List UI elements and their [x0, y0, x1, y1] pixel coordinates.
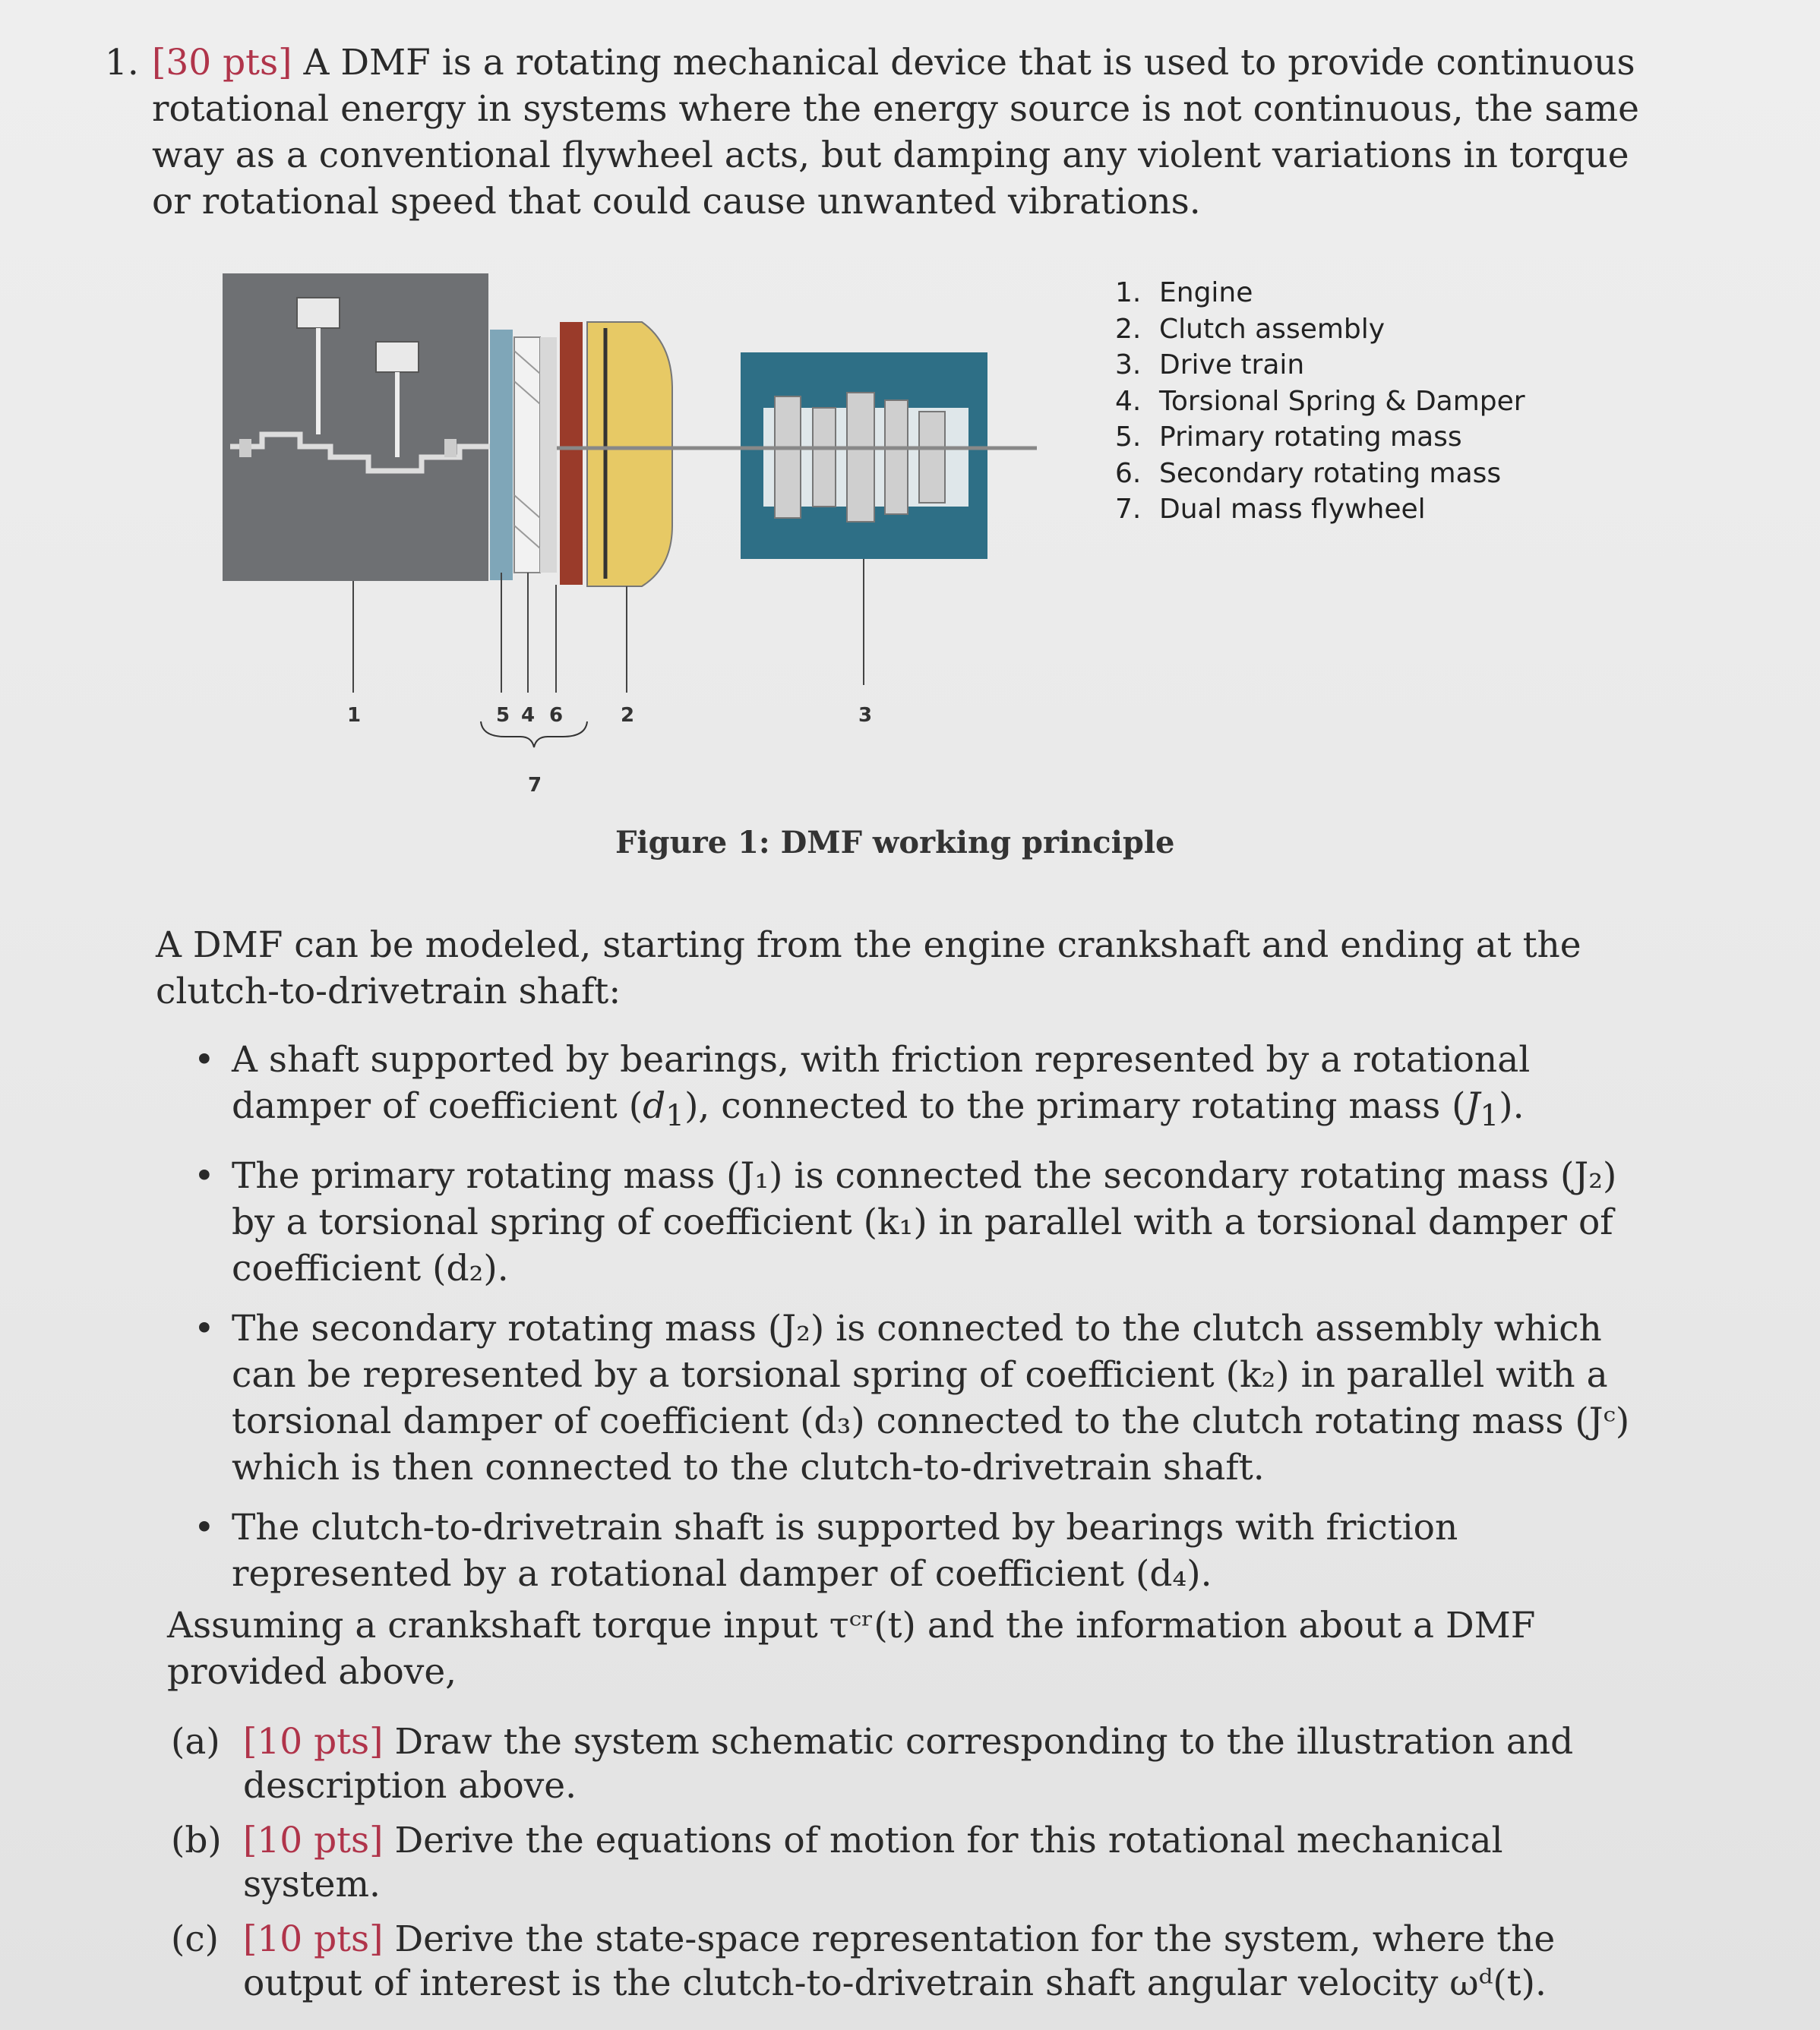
callout-6: 6	[549, 704, 564, 727]
problem-number: 1.	[105, 42, 139, 84]
secondary-mass	[560, 322, 583, 585]
problem-intro-text: A DMF is a rotating mechanical device that is used to provide continuous rotational energy in systems where the energy source is not continuous, the same way as a conventional flywheel acts, but damping any violent variations in torque or rotational speed that could cause unwanted vibrations.	[152, 42, 1639, 223]
part-a: (a) [10 pts] Draw the system schematic corresponding to the illustration and description above.	[171, 1721, 1574, 1807]
bullet-dot: •	[194, 1155, 215, 1198]
legend-item: 1. Engine	[1115, 277, 1253, 308]
callout-5: 5	[496, 704, 510, 727]
model-bullet-list	[194, 1037, 1637, 1611]
bullet-dot: •	[194, 1308, 215, 1350]
list-item: • The secondary rotating mass (J₂) is connected to the clutch assembly which can be represented by a torsional spring of coefficient (k₂) in parallel with a torsional damper of coefficient (d₃) connected to the clutch rotating mass (Jᶜ) which is then connected to the clutch-to-drivetrain shaft.	[194, 1305, 1637, 1491]
legend-item: 2. Clutch assembly	[1115, 313, 1386, 345]
list-item: • A shaft supported by bearings, with friction represented by a rotational damper of coefficient $(d_1)$, connected to the primary rotating mass $(J_1)$.	[194, 1037, 1637, 1139]
assumption-paragraph: Assuming a crankshaft torque input τᶜʳ(t) and the information about a DMF provided above,	[167, 1605, 1536, 1693]
list-item: • The clutch-to-drivetrain shaft is supported by bearings with friction represented by a rotational damper of coefficient (d₄).	[194, 1504, 1637, 1597]
model-lead-paragraph: A DMF can be modeled, starting from the engine crankshaft and ending at the clutch-to-drivetrain shaft:	[156, 924, 1581, 1012]
problem-points: [30 pts]	[152, 42, 292, 84]
bullet-dot: •	[194, 1039, 215, 1081]
problem-intro	[152, 39, 1645, 225]
bullet-dot: •	[194, 1507, 215, 1549]
part-b: (b) [10 pts] Derive the equations of motion for this rotational mechanical system.	[171, 1820, 1503, 1905]
callout-4: 4	[521, 704, 536, 727]
legend-item: 3. Drive train	[1115, 349, 1305, 380]
callout-7: 7	[528, 774, 542, 797]
callout-1: 1	[347, 704, 362, 727]
question-parts	[171, 1720, 1645, 2016]
figure-legend	[1115, 275, 1525, 528]
legend-item: 5. Primary rotating mass	[1115, 421, 1462, 453]
callout-3: 3	[858, 704, 873, 727]
engine-block	[223, 273, 488, 581]
primary-mass	[490, 330, 513, 580]
list-item: • The primary rotating mass (J₁) is connected the secondary rotating mass (J₂) by a torsional spring of coefficient (k₁) in parallel with a torsional damper of coefficient (d₂).	[194, 1153, 1637, 1292]
legend-item: 4. Torsional Spring & Damper	[1115, 385, 1525, 417]
clutch-assembly	[587, 322, 672, 586]
legend-item: 7. Dual mass flywheel	[1115, 494, 1426, 525]
dmf-illustration	[216, 267, 1113, 814]
figure-caption: Figure 1: DMF working principle	[615, 825, 1175, 860]
callout-2: 2	[621, 704, 635, 727]
part-c: (c) [10 pts] Derive the state-space representation for the system, where the output of interest is the clutch-to-drivetrain shaft angular velocity ωᵈ(t).	[171, 1918, 1556, 2004]
legend-item: 6. Secondary rotating mass	[1115, 457, 1502, 489]
